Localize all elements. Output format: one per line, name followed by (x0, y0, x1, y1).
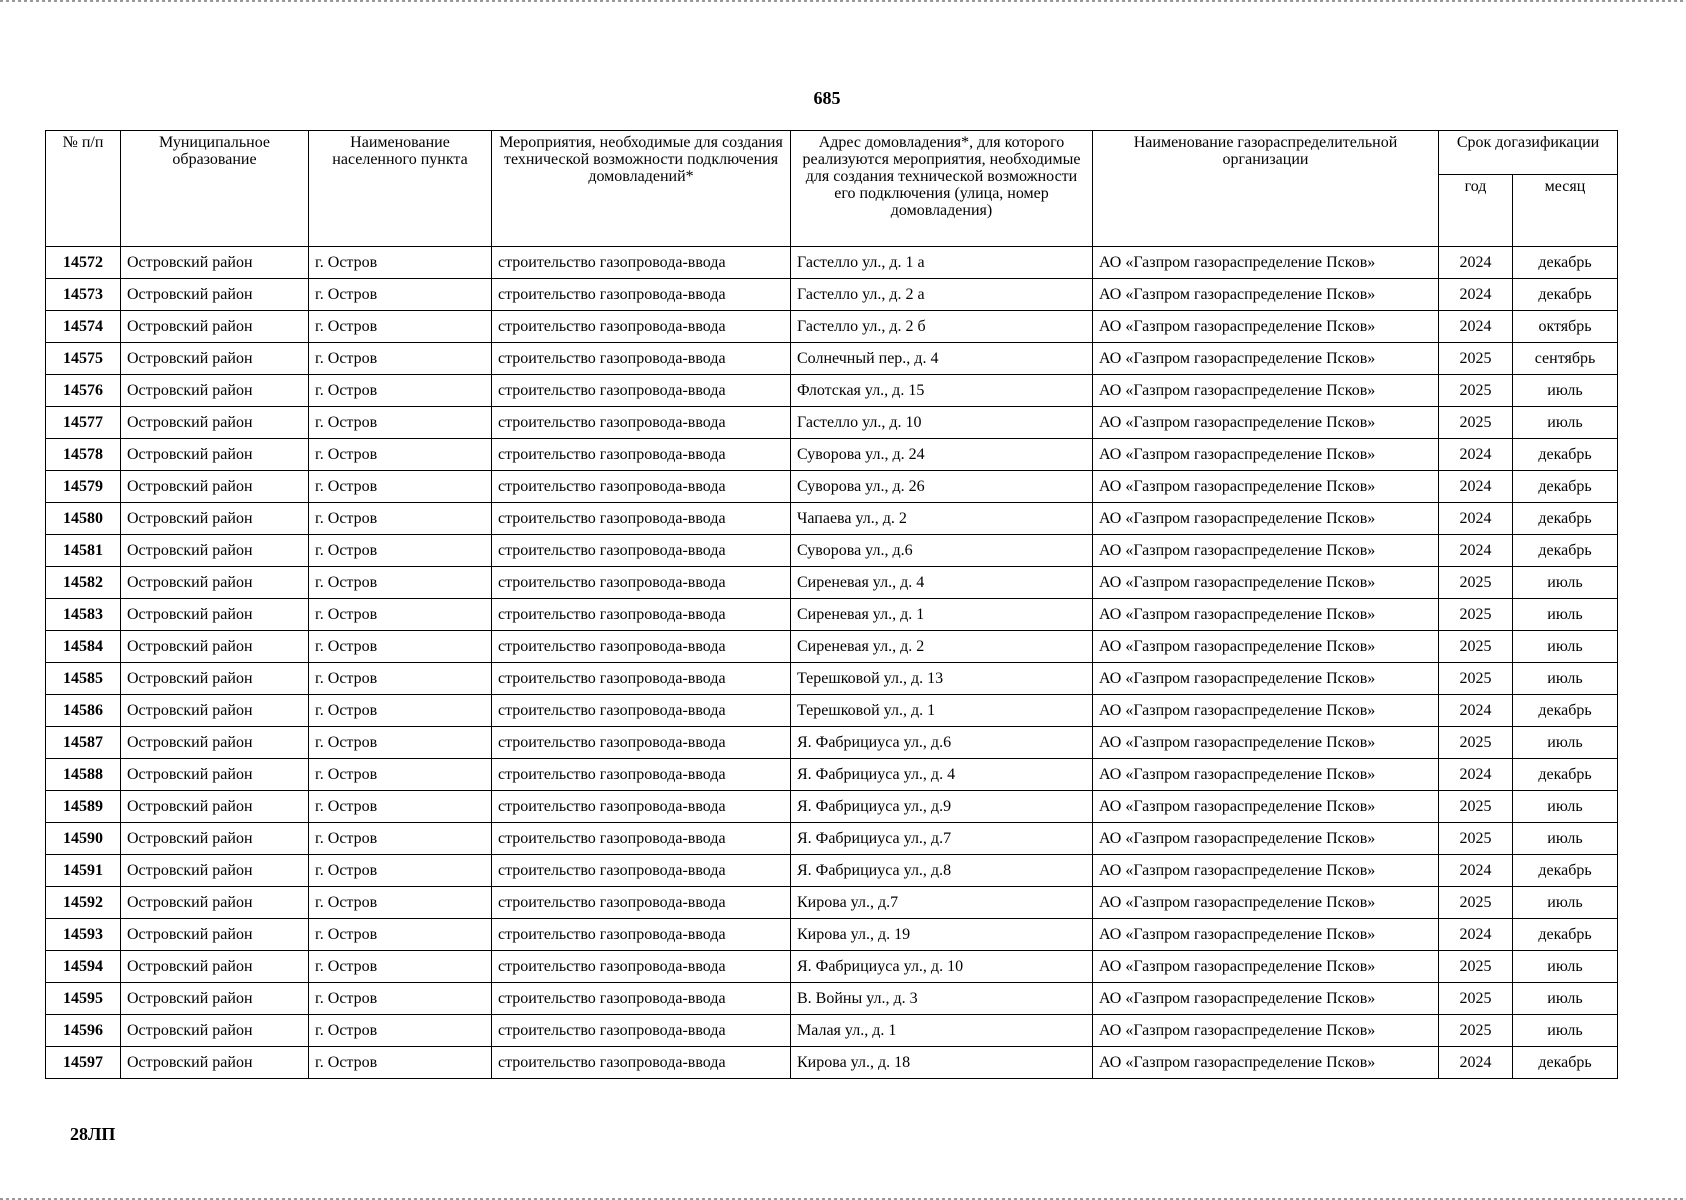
table-row (46, 919, 1618, 951)
cell-address: Суворова ул., д.6 (791, 535, 1093, 567)
cell-address: Сиреневая ул., д. 1 (791, 599, 1093, 631)
cell-gas-org: АО «Газпром газораспределение Псков» (1093, 535, 1439, 567)
cell-month: сентябрь (1513, 343, 1618, 375)
cell-num: 14597 (46, 1047, 121, 1079)
cell-municipality: Островский район (121, 727, 309, 759)
table-row (46, 983, 1618, 1015)
gasification-table (45, 130, 1618, 1079)
cell-month: июль (1513, 983, 1618, 1015)
cell-address: Кирова ул., д.7 (791, 887, 1093, 919)
table-row (46, 599, 1618, 631)
cell-num: 14594 (46, 951, 121, 983)
cell-year: 2024 (1439, 1047, 1513, 1079)
cell-month: июль (1513, 407, 1618, 439)
cell-num: 14583 (46, 599, 121, 631)
cell-settlement: г. Остров (309, 951, 492, 983)
table-row (46, 695, 1618, 727)
cell-measure: строительство газопровода-ввода (492, 439, 791, 471)
cell-month: декабрь (1513, 759, 1618, 791)
cell-num: 14591 (46, 855, 121, 887)
table-body (46, 247, 1618, 1079)
cell-settlement: г. Остров (309, 279, 492, 311)
cell-address: Гастелло ул., д. 2 б (791, 311, 1093, 343)
cell-gas-org: АО «Газпром газораспределение Псков» (1093, 919, 1439, 951)
cell-measure: строительство газопровода-ввода (492, 599, 791, 631)
header-deadline: Срок догазификации (1439, 131, 1618, 175)
cell-num: 14578 (46, 439, 121, 471)
cell-year: 2024 (1439, 471, 1513, 503)
cell-settlement: г. Остров (309, 311, 492, 343)
cell-gas-org: АО «Газпром газораспределение Псков» (1093, 439, 1439, 471)
cell-municipality: Островский район (121, 247, 309, 279)
cell-settlement: г. Остров (309, 407, 492, 439)
cell-num: 14595 (46, 983, 121, 1015)
cell-num: 14580 (46, 503, 121, 535)
cell-year: 2024 (1439, 311, 1513, 343)
cell-address: Терешковой ул., д. 1 (791, 695, 1093, 727)
cell-num: 14588 (46, 759, 121, 791)
table-row (46, 343, 1618, 375)
table-row (46, 279, 1618, 311)
cell-gas-org: АО «Газпром газораспределение Псков» (1093, 311, 1439, 343)
cell-month: декабрь (1513, 247, 1618, 279)
cell-gas-org: АО «Газпром газораспределение Псков» (1093, 1047, 1439, 1079)
cell-gas-org: АО «Газпром газораспределение Псков» (1093, 695, 1439, 727)
cell-measure: строительство газопровода-ввода (492, 951, 791, 983)
cell-settlement: г. Остров (309, 695, 492, 727)
cell-measure: строительство газопровода-ввода (492, 887, 791, 919)
cell-month: декабрь (1513, 535, 1618, 567)
cell-municipality: Островский район (121, 343, 309, 375)
cell-municipality: Островский район (121, 439, 309, 471)
cell-settlement: г. Остров (309, 471, 492, 503)
cell-measure: строительство газопровода-ввода (492, 631, 791, 663)
cell-num: 14585 (46, 663, 121, 695)
cell-settlement: г. Остров (309, 823, 492, 855)
cell-settlement: г. Остров (309, 1015, 492, 1047)
cell-month: июль (1513, 599, 1618, 631)
cell-measure: строительство газопровода-ввода (492, 407, 791, 439)
cell-year: 2024 (1439, 919, 1513, 951)
cell-measure: строительство газопровода-ввода (492, 375, 791, 407)
cell-measure: строительство газопровода-ввода (492, 983, 791, 1015)
cell-measure: строительство газопровода-ввода (492, 919, 791, 951)
cell-settlement: г. Остров (309, 919, 492, 951)
cell-measure: строительство газопровода-ввода (492, 311, 791, 343)
cell-gas-org: АО «Газпром газораспределение Псков» (1093, 855, 1439, 887)
cell-address: В. Войны ул., д. 3 (791, 983, 1093, 1015)
cell-gas-org: АО «Газпром газораспределение Псков» (1093, 1015, 1439, 1047)
cell-year: 2025 (1439, 791, 1513, 823)
header-month: месяц (1513, 175, 1618, 247)
cell-municipality: Островский район (121, 823, 309, 855)
cell-num: 14576 (46, 375, 121, 407)
cell-num: 14572 (46, 247, 121, 279)
cell-year: 2024 (1439, 855, 1513, 887)
cell-address: Гастелло ул., д. 2 а (791, 279, 1093, 311)
cell-year: 2024 (1439, 535, 1513, 567)
cell-municipality: Островский район (121, 791, 309, 823)
cell-year: 2024 (1439, 759, 1513, 791)
cell-month: июль (1513, 567, 1618, 599)
cell-settlement: г. Остров (309, 343, 492, 375)
scan-edge-top (0, 0, 1686, 2)
cell-municipality: Островский район (121, 503, 309, 535)
cell-gas-org: АО «Газпром газораспределение Псков» (1093, 503, 1439, 535)
cell-municipality: Островский район (121, 567, 309, 599)
cell-gas-org: АО «Газпром газораспределение Псков» (1093, 375, 1439, 407)
cell-num: 14586 (46, 695, 121, 727)
cell-month: июль (1513, 631, 1618, 663)
cell-address: Суворова ул., д. 24 (791, 439, 1093, 471)
cell-gas-org: АО «Газпром газораспределение Псков» (1093, 567, 1439, 599)
cell-address: Я. Фабрициуса ул., д. 10 (791, 951, 1093, 983)
cell-municipality: Островский район (121, 1015, 309, 1047)
cell-num: 14577 (46, 407, 121, 439)
cell-address: Гастелло ул., д. 10 (791, 407, 1093, 439)
cell-year: 2025 (1439, 375, 1513, 407)
cell-municipality: Островский район (121, 855, 309, 887)
cell-year: 2025 (1439, 1015, 1513, 1047)
cell-measure: строительство газопровода-ввода (492, 279, 791, 311)
cell-month: июль (1513, 791, 1618, 823)
cell-settlement: г. Остров (309, 503, 492, 535)
cell-month: июль (1513, 1015, 1618, 1047)
cell-num: 14581 (46, 535, 121, 567)
cell-measure: строительство газопровода-ввода (492, 247, 791, 279)
cell-gas-org: АО «Газпром газораспределение Псков» (1093, 247, 1439, 279)
cell-measure: строительство газопровода-ввода (492, 695, 791, 727)
cell-municipality: Островский район (121, 279, 309, 311)
cell-year: 2025 (1439, 567, 1513, 599)
table-row (46, 247, 1618, 279)
cell-year: 2025 (1439, 407, 1513, 439)
cell-municipality: Островский район (121, 663, 309, 695)
table-header (46, 131, 1618, 247)
cell-year: 2025 (1439, 343, 1513, 375)
footer-code: 28ЛП (70, 1124, 116, 1144)
cell-settlement: г. Остров (309, 247, 492, 279)
cell-measure: строительство газопровода-ввода (492, 759, 791, 791)
cell-gas-org: АО «Газпром газораспределение Псков» (1093, 823, 1439, 855)
cell-num: 14573 (46, 279, 121, 311)
cell-municipality: Островский район (121, 887, 309, 919)
cell-measure: строительство газопровода-ввода (492, 567, 791, 599)
table-row (46, 791, 1618, 823)
cell-num: 14575 (46, 343, 121, 375)
cell-settlement: г. Остров (309, 663, 492, 695)
cell-month: декабрь (1513, 695, 1618, 727)
table-row (46, 855, 1618, 887)
cell-settlement: г. Остров (309, 855, 492, 887)
cell-month: декабрь (1513, 1047, 1618, 1079)
cell-settlement: г. Остров (309, 983, 492, 1015)
table-row (46, 951, 1618, 983)
cell-gas-org: АО «Газпром газораспределение Псков» (1093, 631, 1439, 663)
cell-address: Флотская ул., д. 15 (791, 375, 1093, 407)
cell-settlement: г. Остров (309, 599, 492, 631)
cell-address: Сиреневая ул., д. 2 (791, 631, 1093, 663)
table-row (46, 407, 1618, 439)
cell-month: декабрь (1513, 439, 1618, 471)
cell-address: Гастелло ул., д. 1 а (791, 247, 1093, 279)
cell-municipality: Островский район (121, 983, 309, 1015)
cell-address: Чапаева ул., д. 2 (791, 503, 1093, 535)
cell-settlement: г. Остров (309, 567, 492, 599)
cell-gas-org: АО «Газпром газораспределение Псков» (1093, 791, 1439, 823)
cell-municipality: Островский район (121, 695, 309, 727)
table-row (46, 535, 1618, 567)
table-row (46, 823, 1618, 855)
cell-year: 2024 (1439, 503, 1513, 535)
cell-month: декабрь (1513, 279, 1618, 311)
table-row (46, 471, 1618, 503)
cell-year: 2025 (1439, 663, 1513, 695)
cell-year: 2024 (1439, 695, 1513, 727)
cell-measure: строительство газопровода-ввода (492, 791, 791, 823)
cell-measure: строительство газопровода-ввода (492, 503, 791, 535)
table-row (46, 1047, 1618, 1079)
cell-address: Кирова ул., д. 19 (791, 919, 1093, 951)
cell-measure: строительство газопровода-ввода (492, 1047, 791, 1079)
cell-num: 14582 (46, 567, 121, 599)
cell-num: 14584 (46, 631, 121, 663)
cell-measure: строительство газопровода-ввода (492, 343, 791, 375)
cell-settlement: г. Остров (309, 439, 492, 471)
cell-address: Терешковой ул., д. 13 (791, 663, 1093, 695)
table-row (46, 567, 1618, 599)
cell-month: июль (1513, 823, 1618, 855)
cell-num: 14587 (46, 727, 121, 759)
cell-municipality: Островский район (121, 471, 309, 503)
cell-settlement: г. Остров (309, 791, 492, 823)
cell-num: 14589 (46, 791, 121, 823)
cell-month: декабрь (1513, 503, 1618, 535)
cell-gas-org: АО «Газпром газораспределение Псков» (1093, 407, 1439, 439)
table-row (46, 503, 1618, 535)
cell-address: Кирова ул., д. 18 (791, 1047, 1093, 1079)
cell-num: 14596 (46, 1015, 121, 1047)
header-year: год (1439, 175, 1513, 247)
cell-address: Я. Фабрициуса ул., д.7 (791, 823, 1093, 855)
cell-municipality: Островский район (121, 407, 309, 439)
cell-num: 14592 (46, 887, 121, 919)
table-row (46, 887, 1618, 919)
header-address: Адрес домовладения*, для которого реализуются мероприятия, необходимые для создания технической возможности его подключения (улица, номер домовладения) (791, 131, 1093, 247)
cell-municipality: Островский район (121, 919, 309, 951)
header-num: № п/п (46, 131, 121, 247)
cell-num: 14593 (46, 919, 121, 951)
cell-settlement: г. Остров (309, 1047, 492, 1079)
cell-gas-org: АО «Газпром газораспределение Псков» (1093, 727, 1439, 759)
table-row (46, 375, 1618, 407)
cell-measure: строительство газопровода-ввода (492, 727, 791, 759)
cell-settlement: г. Остров (309, 631, 492, 663)
cell-num: 14579 (46, 471, 121, 503)
cell-measure: строительство газопровода-ввода (492, 471, 791, 503)
header-municipality: Муниципальное образование (121, 131, 309, 247)
cell-gas-org: АО «Газпром газораспределение Псков» (1093, 343, 1439, 375)
cell-gas-org: АО «Газпром газораспределение Псков» (1093, 887, 1439, 919)
header-settlement: Наименование населенного пункта (309, 131, 492, 247)
cell-municipality: Островский район (121, 375, 309, 407)
cell-municipality: Островский район (121, 535, 309, 567)
cell-month: декабрь (1513, 919, 1618, 951)
cell-year: 2025 (1439, 823, 1513, 855)
header-gas-org: Наименование газораспределительной организации (1093, 131, 1439, 247)
cell-year: 2025 (1439, 951, 1513, 983)
cell-address: Я. Фабрициуса ул., д. 4 (791, 759, 1093, 791)
table-row (46, 727, 1618, 759)
cell-measure: строительство газопровода-ввода (492, 823, 791, 855)
cell-year: 2024 (1439, 439, 1513, 471)
cell-address: Я. Фабрициуса ул., д.8 (791, 855, 1093, 887)
cell-gas-org: АО «Газпром газораспределение Псков» (1093, 759, 1439, 791)
cell-address: Солнечный пер., д. 4 (791, 343, 1093, 375)
header-measures: Мероприятия, необходимые для создания технической возможности подключения домовладений* (492, 131, 791, 247)
cell-address: Я. Фабрициуса ул., д.9 (791, 791, 1093, 823)
cell-settlement: г. Остров (309, 727, 492, 759)
cell-num: 14574 (46, 311, 121, 343)
cell-gas-org: АО «Газпром газораспределение Псков» (1093, 471, 1439, 503)
cell-year: 2025 (1439, 631, 1513, 663)
cell-address: Сиреневая ул., д. 4 (791, 567, 1093, 599)
cell-gas-org: АО «Газпром газораспределение Псков» (1093, 983, 1439, 1015)
cell-measure: строительство газопровода-ввода (492, 1015, 791, 1047)
cell-year: 2024 (1439, 279, 1513, 311)
cell-municipality: Островский район (121, 1047, 309, 1079)
table-row (46, 759, 1618, 791)
cell-settlement: г. Остров (309, 375, 492, 407)
table-row (46, 311, 1618, 343)
cell-municipality: Островский район (121, 311, 309, 343)
cell-month: июль (1513, 663, 1618, 695)
cell-settlement: г. Остров (309, 759, 492, 791)
cell-year: 2025 (1439, 887, 1513, 919)
cell-gas-org: АО «Газпром газораспределение Псков» (1093, 951, 1439, 983)
cell-measure: строительство газопровода-ввода (492, 855, 791, 887)
table-row (46, 1015, 1618, 1047)
cell-municipality: Островский район (121, 759, 309, 791)
cell-num: 14590 (46, 823, 121, 855)
cell-measure: строительство газопровода-ввода (492, 663, 791, 695)
cell-address: Суворова ул., д. 26 (791, 471, 1093, 503)
cell-municipality: Островский район (121, 951, 309, 983)
table-row (46, 663, 1618, 695)
cell-month: июль (1513, 887, 1618, 919)
cell-year: 2025 (1439, 983, 1513, 1015)
cell-year: 2024 (1439, 247, 1513, 279)
cell-month: июль (1513, 375, 1618, 407)
table-row (46, 439, 1618, 471)
cell-year: 2025 (1439, 727, 1513, 759)
cell-year: 2025 (1439, 599, 1513, 631)
cell-month: июль (1513, 727, 1618, 759)
cell-settlement: г. Остров (309, 887, 492, 919)
cell-gas-org: АО «Газпром газораспределение Псков» (1093, 663, 1439, 695)
table-row (46, 631, 1618, 663)
cell-measure: строительство газопровода-ввода (492, 535, 791, 567)
cell-address: Я. Фабрициуса ул., д.6 (791, 727, 1093, 759)
cell-month: июль (1513, 951, 1618, 983)
cell-settlement: г. Остров (309, 535, 492, 567)
cell-gas-org: АО «Газпром газораспределение Псков» (1093, 599, 1439, 631)
cell-municipality: Островский район (121, 631, 309, 663)
cell-address: Малая ул., д. 1 (791, 1015, 1093, 1047)
page-number: 685 (813, 88, 841, 108)
cell-month: октябрь (1513, 311, 1618, 343)
cell-month: декабрь (1513, 855, 1618, 887)
cell-month: декабрь (1513, 471, 1618, 503)
cell-municipality: Островский район (121, 599, 309, 631)
cell-gas-org: АО «Газпром газораспределение Псков» (1093, 279, 1439, 311)
